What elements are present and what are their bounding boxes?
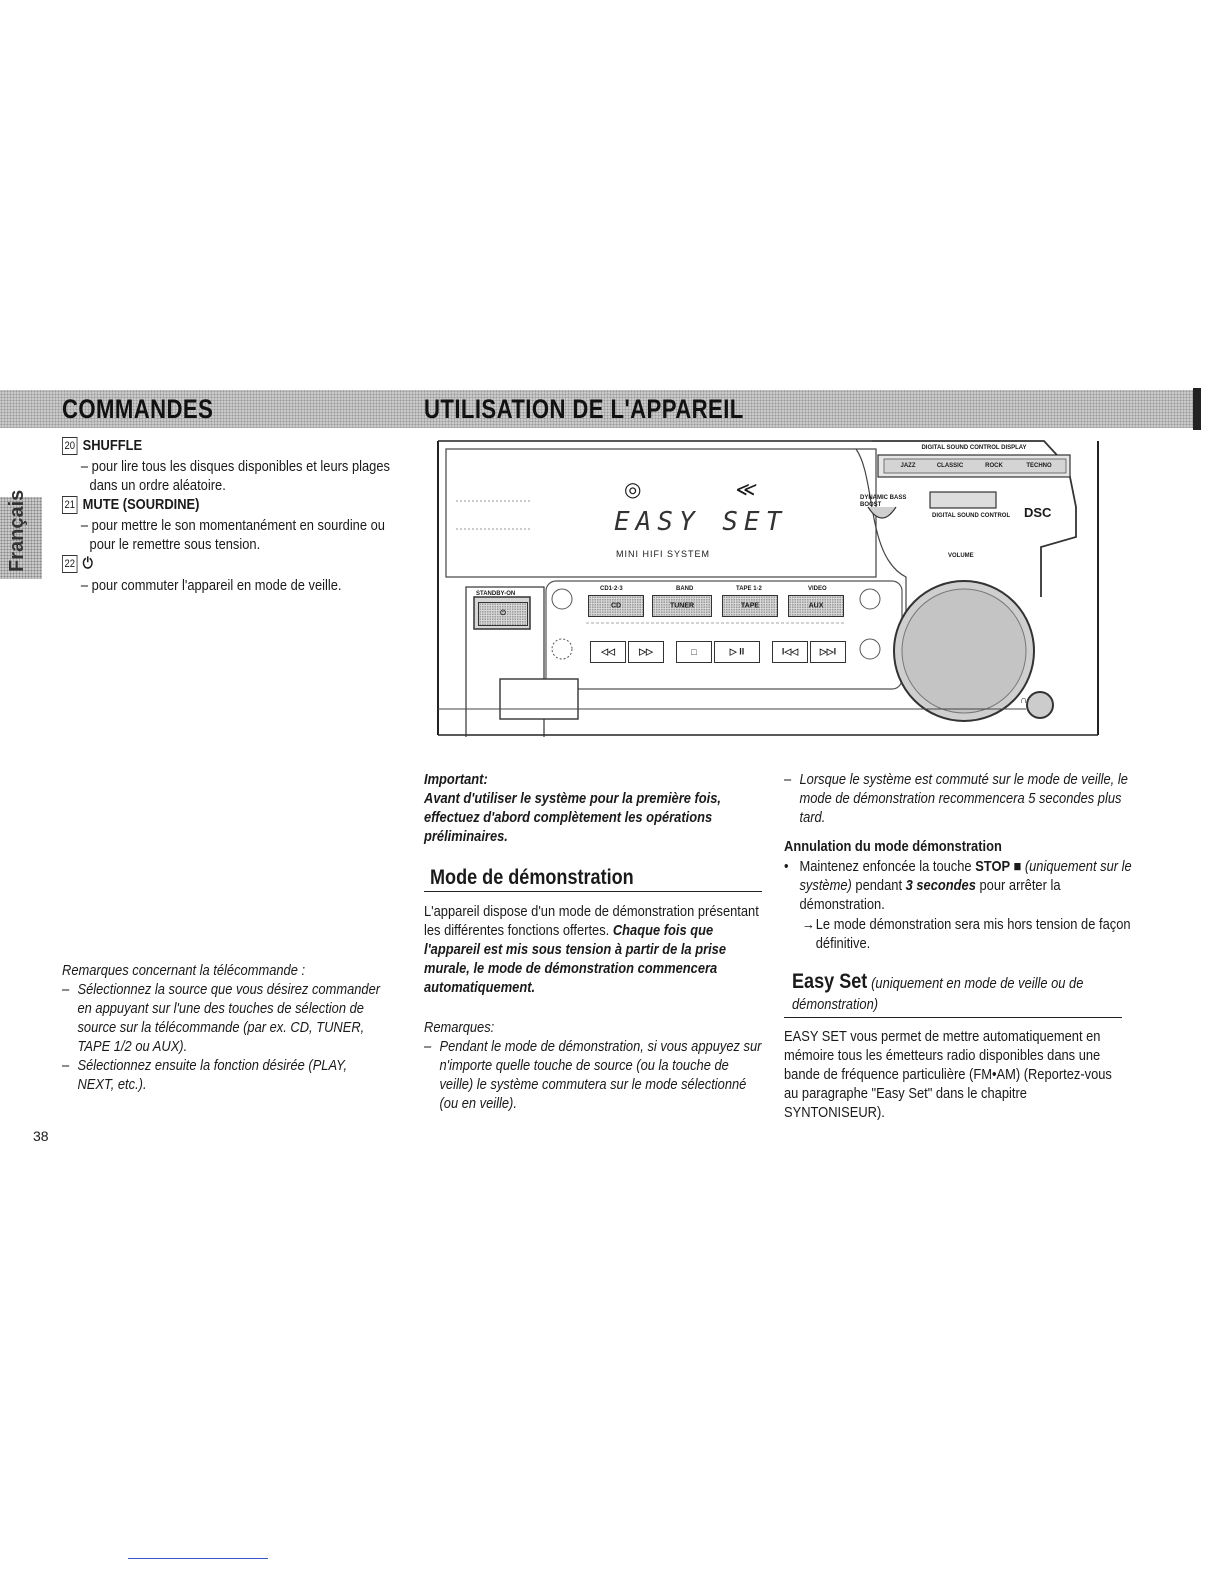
cd-button[interactable]: [588, 595, 644, 617]
cancel-title: Annulation du mode démonstration: [784, 838, 1002, 855]
easy-set-title: Easy Set: [792, 970, 868, 993]
dsc-display-label: DIGITAL SOUND CONTROL DISPLAY: [921, 445, 1027, 451]
stop-key-label: STOP ■: [975, 858, 1022, 875]
standby-remark: – Lorsque le système est commuté sur le mode de veille, le mode de démonstration recommencera 5 secondes plus tard.: [784, 771, 1128, 826]
previous-icon: l◁◁: [781, 646, 799, 657]
model-label: MINI HIFI SYSTEM: [616, 549, 711, 559]
source-label-video: VIDEO: [808, 586, 827, 592]
demo-para-plain: L'appareil dispose d'un mode de démonstration présentant les différentes fonctions offertes.: [424, 903, 759, 939]
remark-text: Pendant le mode de démonstration, si vous appuyez sur n'importe quelle touche de source (ou la touche de veille) le système commutera sur le mode sélectionné (ou en veille).: [439, 1038, 762, 1112]
standby-label: STANDBY-ON: [476, 591, 516, 597]
rewind-button[interactable]: [590, 641, 626, 663]
remark-text: Sélectionnez la source que vous désirez commander en appuyant sur l'une des touches de sélection de source sur la télécommande (par ex. CD, TUNER, TAPE 1/2 ou AUX).: [77, 981, 381, 1055]
stop-icon: □: [691, 647, 697, 657]
dynamic-bass-label: DYNAMIC BASS BOOST: [860, 495, 907, 508]
easy-set-paragraph: EASY SET vous permet de mettre automatiquement en mémoire tous les émetteurs radio disponibles dans une bande de fréquence particulière (FM•AM) (Reportez-vous au paragraphe "Easy Set" dans le chapitre SYNTONISEUR).: [784, 1028, 1112, 1121]
dsc-mode-techno: TECHNO: [1026, 463, 1052, 469]
forward-button[interactable]: [628, 641, 664, 663]
dsc-control-label: DIGITAL SOUND CONTROL: [932, 513, 1011, 519]
list-item: [62, 437, 406, 495]
dsc-mode-rock: ROCK: [985, 463, 1003, 469]
play-pause-icon: ▷ ll: [729, 646, 745, 657]
arrow-text: Le mode démonstration sera mis hors tension de façon définitive.: [815, 916, 1131, 952]
item-number: 22: [62, 555, 77, 573]
tape-button[interactable]: [722, 595, 778, 617]
bullet-text-c: pendant: [855, 877, 903, 894]
item-number: 21: [62, 496, 77, 514]
page-number: 38: [33, 1128, 49, 1144]
remark-item: – Sélectionnez ensuite la fonction désirée (PLAY, NEXT, etc.).: [62, 1057, 348, 1093]
next-icon: ▷▷l: [819, 646, 837, 657]
cd-button-label: CD: [610, 602, 622, 610]
bullet-text-e: pour arrêter la démonstration.: [799, 877, 1061, 913]
standby-button[interactable]: [478, 602, 528, 626]
aux-button-label: AUX: [808, 602, 824, 610]
display-text: EASY SET: [614, 507, 788, 537]
volume-label: VOLUME: [948, 553, 974, 559]
demo-paragraph: [424, 902, 764, 997]
language-tab-label: Français: [6, 489, 28, 572]
bullet-text-d: 3 secondes: [905, 877, 976, 894]
item-number: 20: [62, 437, 77, 455]
remark-text: Lorsque le système est commuté sur le mode de veille, le mode de démonstration recommencera 5 secondes plus tard.: [799, 771, 1128, 826]
arrow-icon: →: [802, 916, 815, 933]
section-title-utilisation: UTILISATION DE L'APPAREIL: [424, 394, 744, 424]
remark-text: Sélectionnez ensuite la fonction désirée (PLAY, NEXT, etc.).: [77, 1057, 348, 1093]
tape-button-label: TAPE: [740, 602, 760, 610]
tuner-button[interactable]: [652, 595, 712, 617]
next-button[interactable]: [810, 641, 846, 663]
remarks-title: Remarques concernant la télécommande :: [62, 962, 306, 979]
demo-para-bold: Chaque fois que l'appareil est mis sous tension à partir de la prise murale, le mode de démonstration commencera automatiquement.: [424, 922, 727, 996]
item-title: MUTE (SOURDINE): [82, 496, 200, 514]
item-desc: – pour mettre le son momentanément en sourdine ou pour le remettre sous tension.: [80, 517, 385, 554]
remarks-title: Remarques:: [424, 1019, 495, 1036]
controls-list: [62, 437, 406, 595]
item-desc: – pour lire tous les disques disponibles et leurs plages dans un ordre aléatoire.: [80, 458, 390, 495]
power-icon: ⏻: [500, 610, 506, 617]
item-desc: – pour commuter l'appareil en mode de veille.: [80, 576, 342, 594]
remote-remarks: [62, 961, 385, 1094]
easy-set-subtitle: (uniquement en mode de veille ou de démonstration): [792, 975, 1084, 1013]
dsc-mode-jazz: JAZZ: [900, 463, 916, 469]
section-rule: [424, 891, 762, 892]
forward-icon: ▷▷: [639, 646, 653, 657]
easy-set-heading: [792, 971, 1127, 1015]
cancel-bullet: • Maintenez enfoncée la touche STOP ■ (uniquement sur le système) pendant 3 secondes pour arrêter la démonstration.: [784, 858, 1132, 913]
footer-line: [128, 1558, 268, 1559]
important-text: Avant d'utiliser le système pour la première fois, effectuez d'abord complètement les opérations préliminaires.: [424, 790, 722, 845]
dsc-mode-classic: CLASSIC: [936, 463, 964, 469]
device-illustration: [436, 437, 1100, 737]
list-item: [62, 555, 406, 594]
signal-icon: ≪: [734, 479, 755, 501]
important-label: Important:: [424, 771, 488, 788]
tuner-button-label: TUNER: [669, 602, 695, 610]
section-rule: [784, 1017, 1122, 1018]
source-label-cd: CD1·2·3: [600, 586, 623, 592]
list-item: [62, 496, 406, 554]
remark-item: – Sélectionnez la source que vous désirez commander en appuyant sur l'une des touches de sélection de source sur la télécommande (par ex. CD, TUNER, TAPE 1/2 ou AUX).: [62, 981, 381, 1055]
stop-button[interactable]: [676, 641, 712, 663]
important-block: [424, 770, 764, 846]
disc-icon: ◎: [624, 479, 642, 501]
aux-button[interactable]: [788, 595, 844, 617]
arrow-note: [802, 915, 1143, 953]
source-label-tape: TAPE 1·2: [736, 586, 762, 592]
bullet-text-b: (uniquement sur le système): [799, 858, 1132, 894]
page-edge-mark: [1193, 388, 1201, 430]
section-title-commandes: COMMANDES: [62, 394, 214, 424]
power-icon: ⏻: [82, 555, 93, 573]
dsc-logo: DSC: [1024, 505, 1052, 520]
rewind-icon: ◁◁: [601, 646, 615, 657]
source-label-band: BAND: [676, 586, 694, 592]
bullet-text-a: Maintenez enfoncée la touche: [799, 858, 972, 875]
play-pause-button[interactable]: [714, 641, 760, 663]
volume-knob[interactable]: [900, 585, 1028, 717]
demo-remarks: [424, 1018, 764, 1113]
headphones-icon: ∩: [1020, 695, 1028, 706]
demo-section-title: Mode de démonstration: [430, 866, 634, 889]
previous-button[interactable]: [772, 641, 808, 663]
item-title: SHUFFLE: [82, 437, 143, 455]
remark-item: – Pendant le mode de démonstration, si vous appuyez sur n'importe quelle touche de source (ou la touche de veille) le système commutera sur le mode sélectionné (ou en veille).: [424, 1038, 762, 1112]
